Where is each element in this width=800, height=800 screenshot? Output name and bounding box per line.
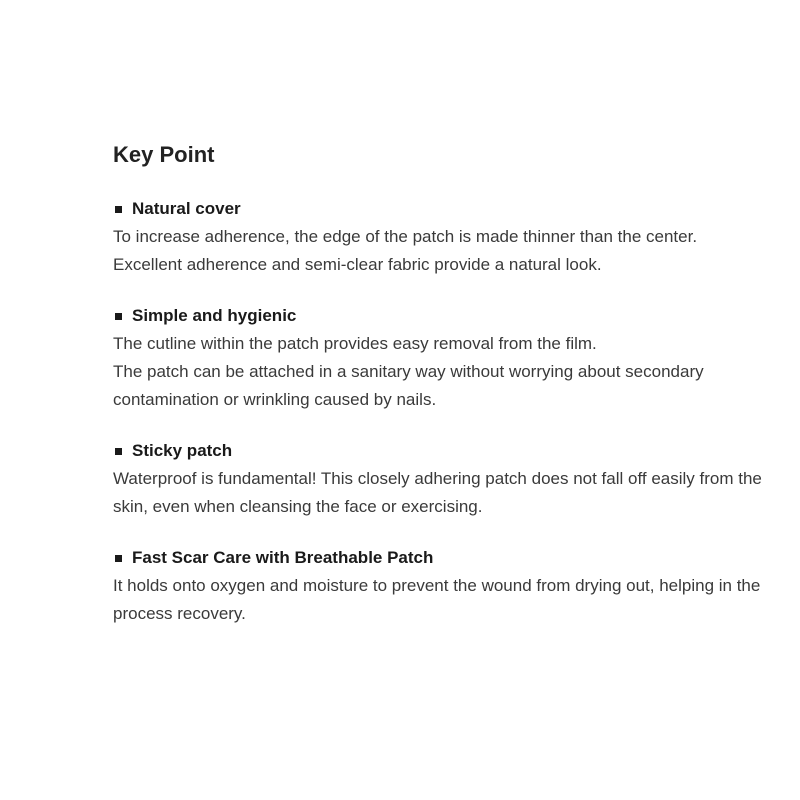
section-body	[113, 330, 773, 414]
section-natural-cover	[113, 197, 773, 279]
section-body	[113, 572, 773, 628]
section-paragraph: The patch can be attached in a sanitary way without worrying about secondary contamination or wrinkling caused by nails.	[113, 362, 704, 409]
section-heading	[113, 304, 773, 327]
section-body	[113, 223, 773, 279]
section-paragraph: Waterproof is fundamental! This closely adhering patch does not fall off easily from the skin, even when cleansing the face or exercising.	[113, 469, 762, 516]
square-bullet-icon	[115, 555, 122, 562]
section-paragraph: It holds onto oxygen and moisture to prevent the wound from drying out, helping in the process recovery.	[113, 576, 761, 623]
section-heading-text: Fast Scar Care with Breathable Patch	[132, 548, 434, 567]
section-paragraph: To increase adherence, the edge of the patch is made thinner than the center.	[113, 227, 698, 246]
section-body	[113, 465, 773, 521]
section-heading-text: Simple and hygienic	[132, 306, 297, 325]
section-simple-hygienic	[113, 304, 773, 414]
section-paragraph: Excellent adherence and semi-clear fabric provide a natural look.	[113, 255, 602, 274]
section-paragraph: The cutline within the patch provides easy removal from the film.	[113, 334, 597, 353]
square-bullet-icon	[115, 313, 122, 320]
section-heading-text: Sticky patch	[132, 441, 233, 460]
section-heading	[113, 197, 773, 220]
section-fast-scar-care	[113, 546, 773, 628]
page-title: Key Point	[113, 142, 215, 167]
section-sticky-patch	[113, 439, 773, 521]
document-content	[113, 140, 773, 653]
square-bullet-icon	[115, 448, 122, 455]
section-heading	[113, 546, 773, 569]
square-bullet-icon	[115, 206, 122, 213]
section-heading-text: Natural cover	[132, 199, 241, 218]
section-heading	[113, 439, 773, 462]
